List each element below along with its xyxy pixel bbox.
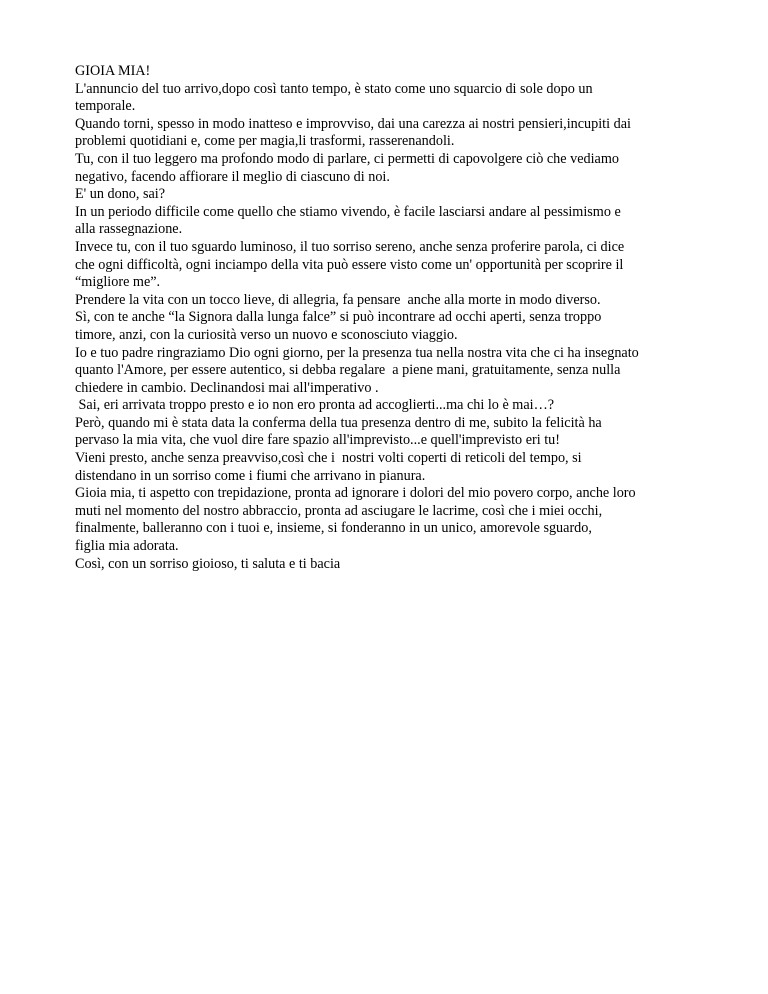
text-line: alla rassegnazione. xyxy=(75,221,183,238)
text-line: finalmente, balleranno con i tuoi e, insieme, si fonderanno in un unico, amorevole sguardo, xyxy=(75,520,592,537)
text-line: Sì, con te anche “la Signora dalla lunga falce” si può incontrare ad occhi aperti, senza troppo xyxy=(75,309,602,326)
letter-text xyxy=(75,63,735,573)
text-line: Sai, eri arrivata troppo presto e io non ero pronta ad accoglierti...ma chi lo è mai…? xyxy=(75,397,555,414)
text-line: Prendere la vita con un tocco lieve, di allegria, fa pensare anche alla morte in modo diverso. xyxy=(75,291,601,308)
text-line: Quando torni, spesso in modo inatteso e improvviso, dai una carezza ai nostri pensieri,incupiti dai xyxy=(75,115,631,132)
text-line: Vieni presto, anche senza preavviso,così che i nostri volti coperti di reticoli del tempo, si xyxy=(75,450,582,467)
text-line: timore, anzi, con la curiosità verso un nuovo e sconosciuto viaggio. xyxy=(75,326,458,343)
text-line: quanto l'Amore, per essere autentico, si debba regalare a piene mani, gratuitamente, senza nulla xyxy=(75,362,621,379)
text-line: chiedere in cambio. Declinandosi mai all'imperativo . xyxy=(75,379,379,396)
text-line: figlia mia adorata. xyxy=(75,538,179,555)
text-line: E' un dono, sai? xyxy=(75,186,166,203)
text-line: distendano in un sorriso come i fiumi che arrivano in pianura. xyxy=(75,467,426,484)
text-line: temporale. xyxy=(75,98,136,115)
text-line: Però, quando mi è stata data la conferma della tua presenza dentro di me, subito la felicità ha xyxy=(75,414,602,431)
text-line: Invece tu, con il tuo sguardo luminoso, il tuo sorriso sereno, anche senza proferire parola, ci dice xyxy=(75,238,625,255)
text-line: negativo, facendo affiorare il meglio di ciascuno di noi. xyxy=(75,168,390,185)
text-line: muti nel momento del nostro abbraccio, pronta ad asciugare le lacrime, così che i miei occhi, xyxy=(75,502,603,519)
text-line: Gioia mia, ti aspetto con trepidazione, pronta ad ignorare i dolori del mio povero corpo, anche loro xyxy=(75,485,636,502)
letter-title: GIOIA MIA! xyxy=(75,63,151,79)
text-line: In un periodo difficile come quello che stiamo vivendo, è facile lasciarsi andare al pessimismo e xyxy=(75,203,621,220)
text-line: problemi quotidiani e, come per magia,li trasformi, rasserenandoli. xyxy=(75,133,455,150)
text-line: Io e tuo padre ringraziamo Dio ogni giorno, per la presenza tua nella nostra vita che ci ha insegnato xyxy=(75,344,639,361)
text-line: “migliore me”. xyxy=(75,274,161,291)
closing-line: Così, con un sorriso gioioso, ti saluta e ti bacia xyxy=(75,555,341,572)
text-line: Tu, con il tuo leggero ma profondo modo di parlare, ci permetti di capovolgere ciò che vediamo xyxy=(75,150,619,167)
text-line: pervaso la mia vita, che vuol dire fare spazio all'imprevisto...e quell'imprevisto eri tu! xyxy=(75,432,560,449)
text-line: che ogni difficoltà, ogni inciampo della vita può essere visto come un' opportunità per scoprire il xyxy=(75,256,624,273)
text-line: L'annuncio del tuo arrivo,dopo così tanto tempo, è stato come uno squarcio di sole dopo un xyxy=(75,80,593,97)
